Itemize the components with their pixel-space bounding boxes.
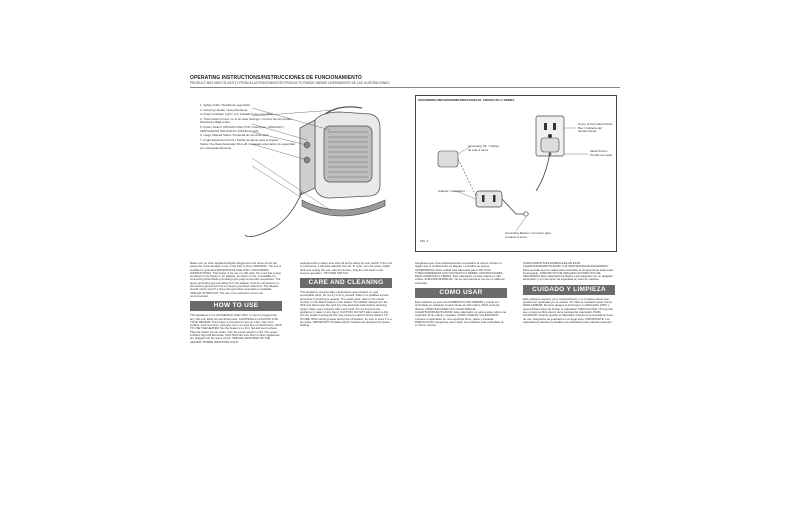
paragraph: equipped with a safety auto shut-off and a safety tip-over switch. If the unit is overturned, it will automatically shut off. To reset, turn the power switch OFF and unplug the unit; wait 10 minutes, plug the unit back in and resume operation. TIP OVER SWITCH. xyxy=(300,262,392,275)
grounding-figure-caption: GROUNDING METHODS/MÉTODOS PARA EL CONTACTO A TIERRA xyxy=(418,98,515,102)
column-spanish-1 xyxy=(415,262,507,522)
section-header-como-usar: COMO USAR xyxy=(415,288,507,298)
callout-item: Safety Overheat Automatic Shut-off / Apagado automático de seguridad por sobrecalentamiento xyxy=(200,142,296,150)
heater-callouts xyxy=(200,104,300,152)
document-title: OPERATING INSTRUCTIONS/INSTRUCCIONES DE FUNCIONAMIENTO xyxy=(190,75,362,81)
column-english-2 xyxy=(300,262,392,522)
adapter-label: Adapter / Adaptador xyxy=(438,189,465,193)
grounding-illustration-icon xyxy=(416,96,616,251)
grounding-pin-label: Grounding Pin / Clavija de polo a tierra xyxy=(468,144,499,152)
paragraph: Este artefacto requiere poco mantenimiento y no contiene piezas que puedan ser reparadas por el usuario. No trate de repararlo usted mismo. PARA LIMPIAR: Siempre apague el interruptor en APAGADO (OFF) y desenchúfelo antes de limpiar el calentador. PRECAUCIÓN: NO permita que el agua se filtre dentro de la carcasa del calentador. PARA GUARDAR: Cuando guarde el calentador durante la temporada de fuera de uso, asegúrese de guardarlo en un lugar seco. IMPORTANTE: Los calentadores eléctricos portátiles son diseñados para calentar espacios. xyxy=(523,296,614,324)
callout-item: 2. Carrying Handle / Asa para llevar xyxy=(200,107,248,112)
paragraph: Asegúrese que otros artefactos/luces conectados al mismo circuito no hagan que el cortacircuitos se dispare o el fusible se queme. ADVERTENCIA: Este unidad esta adecuada para USO CON TOMACORRIENTES CON CONTACTO A TIERRA. INSTRUCCIONES PARA CONEXIÓN A TIERRA: Este calentador es para usarse en 120 voltios. ATENCIÓN ESPECIAL: No se recomienda el uso de un cable de extensión. xyxy=(415,262,505,285)
paragraph: Este artefacto es para uso DOMÉSTICO SOLAMENTE y puede ser enchufado en cualquier tomacorriente de 120 voltios, 60Hz corriente alterna. CÓMO ESCOGER UN LUGAR PARA EL CALENTADOR/VENTILADOR. Este calentador es para usarse sobre una superficie firme, plana y nivelada. CÓMO USAR EL CALENTADOR: Coloque el calentador en una superficie firme, plana y nivelada. PRECAUCIÓN: Asegúrese que ningún otro artefacto esté enchufado en el mismo circuito. xyxy=(415,300,507,328)
callout-item: 6. Large Shaped Stand / Pedestal de forma de arco xyxy=(200,133,269,138)
callout-item: 3. Power Indicator Light / Luz indicadora de encendido xyxy=(200,112,273,117)
section-header-cuidado-limpieza: CUIDADO Y LIMPIEZA xyxy=(523,285,615,295)
paragraph: This appliance requires little maintenance and contains no user serviceable parts. Do not try to fix it yourself. Refer it to qualified service personnel if servicing is needed. The repair parts, refer to the model number on the label located on the heater. TO CLEAN: Always turn the OFF and disconnect the cord from the electrical outlet before cleaning heater. Wipe outer surfaces with a soft cloth. Do not immerse the appliance in water or any liquid. CAUTION: DO NOT allow water to drip into the heater housing as this may cause an electric shock hazard. TO STORE: When storing heater during the off season, be sure to store it in a dry place. IMPORTANT: Portable electric heaters are designed for space heating. xyxy=(300,290,392,328)
outlet-label: Cover of Grounded Outlet Box / Cubierta del tomacorriente xyxy=(578,122,613,133)
header-rule xyxy=(190,87,620,88)
section-header-how-to-use: HOW TO USE xyxy=(190,301,282,311)
document-subtitle: PRODUCT MAY VARY SLIGHTLY FROM ILLUSTRATIONS/ESTE PRODUCTO PUEDE VARIAR LIGERAMENTE DE LAS ILUSTRACIONES xyxy=(190,81,390,85)
figure-number: FIG. 2 xyxy=(420,239,429,243)
screw-label: Metal Screw / Tornillo de metal xyxy=(590,149,612,157)
paragraph: This appliance is for HOUSEHOLD USE ONLY. It may be plugged into any 120-volt, 60Hz AC electrical outlet. CHOOSING A LOCATION FOR YOUR HEATER: This heater is intended for use on a firm, flat, level surface, such as a floor. Operate unit in an area free of obstructions. HOW TO USE THE HEATER: Set the heater on a firm, flat and level surface. Plug the heater into an outlet. Turn the power switch to ON. The power indicator light will illuminate. CAUTION: Be sure that no other appliances are plugged into the same circuit. SPECIAL FEATURES OF THE HEATER: POWER INDICATOR LIGHT. xyxy=(190,313,282,344)
column-english-1 xyxy=(190,262,282,522)
section-header-care-cleaning: CARE AND CLEANING xyxy=(300,278,392,288)
grounding-figure xyxy=(415,95,617,252)
callout-item: 5. Power Switch: OFF/FAN ONLY/ON / Interruptor: APAGADO / VENTILADOR SOLO/ALTO (OFF/fan/on/Hi) xyxy=(200,124,285,133)
callout-item: 7. Angle Adjustment Knob / Perilla de ajuste para el ángulo xyxy=(200,137,279,142)
paragraph: CARACTERÍSTICAS ESPECIALES DE ESTE CALENTADOR/VENTILADOR. LUZ INDICADORA DE ENCENDIDO: Para recordar que la unidad está encendida, el tomacorriente debe estar funcionando. DISPOSITIVO DE APAGADO AUTOMÁTICO DE SEGURIDAD: Este calentador/ventilador está equipado con un apagado automático y un interruptor de seguridad en caso de volcarse. xyxy=(523,262,614,282)
grounding-means-label: Grounding Means / Conexión para contacto a tierra xyxy=(505,231,551,239)
callout-item: 1. Safety Grille / Parrilla de seguridad xyxy=(200,103,250,107)
paragraph: Make sure no other appliances/lights plugged into the same circuit will cause the circuit breaker to trip or the fuse to blow. WARNING: The unit is suitable for grounded RECEPTACLE USE ONLY. GROUNDING INSTRUCTIONS: This heater is for use on 120 volts. The cord has a plug as shown in (A) Figure 2. An adapter, as shown in (C), is available for connecting three-blade grounding-type plugs to two-slot receptacles. The green grounding lug extending from the adapter must be connected to a permanent ground such as a properly grounded outlet box. The adapter should not be used if a three-slot grounded receptacle is available. SPECIAL ATTENTION: The use of an extension cord is not recommended. xyxy=(190,262,282,298)
column-spanish-2 xyxy=(523,262,615,522)
callout-item: 4. Thermostat Control: Lo to Hi Heat Settings / Control del termostato: Posiciones Baja a Alta xyxy=(200,116,293,125)
